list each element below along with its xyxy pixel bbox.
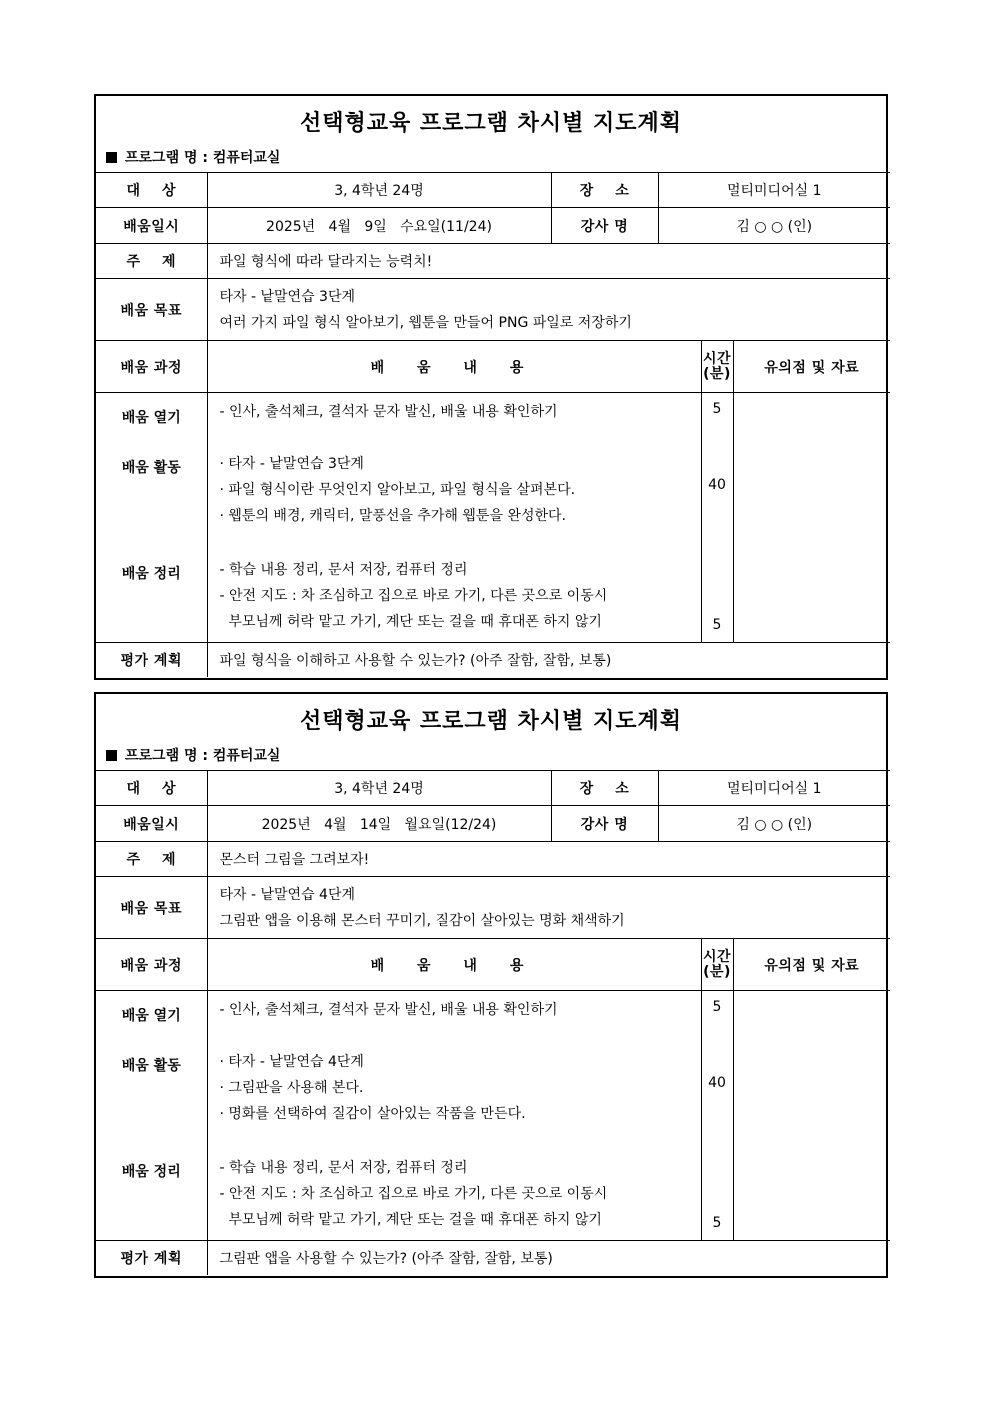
time-column (701, 991, 733, 1241)
place-value: 멀티미디어실 1 (658, 771, 890, 806)
place-label: 장 소 (551, 771, 658, 806)
stage-open: 배움 열기 (121, 410, 181, 426)
goal-line: 여러 가지 파일 형식 알아보기, 웹툰을 만들어 PNG 파일로 저장하기 (219, 314, 632, 331)
instructor-value: 김 ○ ○ (인) (658, 806, 890, 842)
instructor-label: 강사 명 (551, 806, 658, 842)
activity-line: · 웹툰의 배경, 캐릭터, 말풍선을 추가해 웹툰을 완성한다. (219, 508, 566, 524)
goal-label: 배움 목표 (96, 279, 207, 341)
time-open: 5 (712, 401, 722, 417)
time-activity: 40 (708, 477, 726, 493)
goal-line: 타자 - 낱말연습 4단계 (219, 886, 356, 903)
stage-close: 배움 정리 (121, 1164, 181, 1180)
date-label: 배움일시 (96, 208, 207, 244)
close-line: - 안전 지도 : 차 조심하고 집으로 바로 가기, 다른 곳으로 이동시 (219, 588, 608, 604)
time-close: 5 (712, 1215, 722, 1231)
goal-value (207, 877, 890, 939)
content-column (207, 393, 701, 643)
activity-line: · 파일 형식이란 무엇인지 알아보고, 파일 형식을 살펴본다. (219, 482, 576, 498)
notes-label: 유의점 및 자료 (733, 341, 890, 393)
instructor-value: 김 ○ ○ (인) (658, 208, 890, 244)
open-line: - 인사, 출석체크, 결석자 문자 발신, 배울 내용 확인하기 (219, 404, 558, 420)
goal-line: 타자 - 낱말연습 3단계 (219, 288, 356, 305)
target-label: 대 상 (96, 173, 207, 208)
activity-line: · 명화를 선택하여 질감이 살아있는 작품을 만든다. (219, 1106, 526, 1122)
target-value: 3, 4학년 24명 (207, 771, 551, 806)
close-line: - 학습 내용 정리, 문서 저장, 컴퓨터 정리 (219, 562, 468, 578)
content-label: 배 움 내 용 (207, 939, 701, 991)
topic-label: 주 제 (96, 244, 207, 279)
stage-close: 배움 정리 (121, 566, 181, 582)
square-bullet-icon (106, 152, 117, 163)
plan-table (96, 172, 890, 677)
program-name-line (96, 142, 886, 172)
notes-column (733, 991, 890, 1241)
time-activity: 40 (708, 1075, 726, 1091)
plan-title: 선택형교육 프로그램 차시별 지도계획 (299, 110, 682, 136)
stage-activity: 배움 활동 (121, 460, 181, 476)
activity-line: · 타자 - 낱말연습 4단계 (219, 1054, 364, 1070)
target-label: 대 상 (96, 771, 207, 806)
date-value: 2025년 4월 14일 월요일(12/24) (207, 806, 551, 842)
process-label: 배움 과정 (96, 341, 207, 393)
stage-open: 배움 열기 (121, 1008, 181, 1024)
topic-value: 몬스터 그림을 그려보자! (207, 842, 890, 877)
evaluation-label: 평가 계획 (96, 1241, 207, 1275)
content-column (207, 991, 701, 1241)
program-name: 프로그램 명 : 컴퓨터교실 (125, 748, 281, 764)
time-open: 5 (712, 999, 722, 1015)
content-label: 배 움 내 용 (207, 341, 701, 393)
stage-activity: 배움 활동 (121, 1058, 181, 1074)
notes-label: 유의점 및 자료 (733, 939, 890, 991)
topic-value: 파일 형식에 따라 달라지는 능력치! (207, 244, 890, 279)
lesson-plan-1 (94, 94, 888, 680)
time-label: 시간 (분) (701, 939, 733, 991)
target-value: 3, 4학년 24명 (207, 173, 551, 208)
place-label: 장 소 (551, 173, 658, 208)
stage-column (96, 991, 207, 1241)
close-line: - 학습 내용 정리, 문서 저장, 컴퓨터 정리 (219, 1160, 468, 1176)
goal-line: 그림판 앱을 이용해 몬스터 꾸미기, 질감이 살아있는 명화 채색하기 (219, 912, 625, 929)
square-bullet-icon (106, 750, 117, 761)
date-label: 배움일시 (96, 806, 207, 842)
stage-column (96, 393, 207, 643)
close-line: 부모님께 허락 맡고 가기, 계단 또는 걸을 때 휴대폰 하지 않기 (219, 1212, 602, 1228)
lesson-plan-2 (94, 692, 888, 1278)
close-line: 부모님께 허락 맡고 가기, 계단 또는 걸을 때 휴대폰 하지 않기 (219, 614, 602, 630)
evaluation-value: 그림판 앱을 사용할 수 있는가? (아주 잘함, 잘함, 보통) (207, 1241, 890, 1275)
plan-table (96, 770, 890, 1275)
time-column (701, 393, 733, 643)
goal-label: 배움 목표 (96, 877, 207, 939)
open-line: - 인사, 출석체크, 결석자 문자 발신, 배울 내용 확인하기 (219, 1002, 558, 1018)
activity-line: · 타자 - 낱말연습 3단계 (219, 456, 364, 472)
evaluation-value: 파일 형식을 이해하고 사용할 수 있는가? (아주 잘함, 잘함, 보통) (207, 643, 890, 677)
plan-title: 선택형교육 프로그램 차시별 지도계획 (299, 708, 682, 734)
program-name: 프로그램 명 : 컴퓨터교실 (125, 150, 281, 166)
notes-column (733, 393, 890, 643)
time-label: 시간 (분) (701, 341, 733, 393)
close-line: - 안전 지도 : 차 조심하고 집으로 바로 가기, 다른 곳으로 이동시 (219, 1186, 608, 1202)
evaluation-label: 평가 계획 (96, 643, 207, 677)
program-name-line (96, 740, 886, 770)
instructor-label: 강사 명 (551, 208, 658, 244)
date-value: 2025년 4월 9일 수요일(11/24) (207, 208, 551, 244)
topic-label: 주 제 (96, 842, 207, 877)
time-close: 5 (712, 617, 722, 633)
activity-line: · 그림판을 사용해 본다. (219, 1080, 364, 1096)
goal-value (207, 279, 890, 341)
place-value: 멀티미디어실 1 (658, 173, 890, 208)
process-label: 배움 과정 (96, 939, 207, 991)
